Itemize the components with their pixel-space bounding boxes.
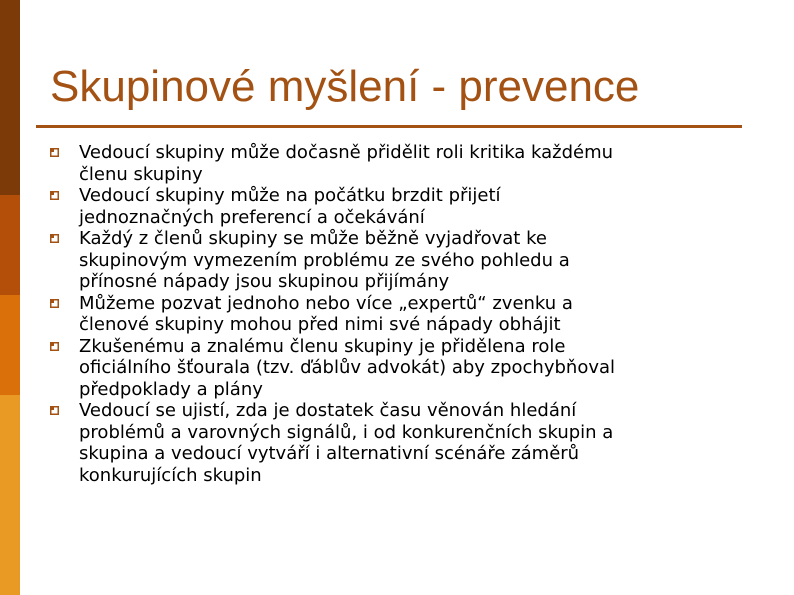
bullet-line: Vedoucí skupiny může na počátku brzdit přijetí [79, 185, 501, 206]
bullet-line: jednoznačných preferencí a očekávání [79, 206, 425, 228]
bullet-line: Každý z členů skupiny se může běžně vyjadřovat ke [79, 228, 547, 249]
bullet-line: předpoklady a plány [79, 378, 263, 400]
sidebar-segment [0, 0, 20, 195]
hollow-square-bullet-icon [50, 342, 59, 351]
bullet-line: přínosné nápady jsou skupinou přijímány [79, 271, 450, 292]
hollow-square-bullet-icon [50, 148, 59, 157]
bullet-item [50, 185, 750, 228]
bullet-line: skupina a vedoucí vytváří i alternativní scénáře záměrů [79, 443, 580, 464]
bullet-line: problémů a varovných signálů, i od konkurenčních skupin a [79, 421, 614, 443]
title-underline [36, 125, 742, 128]
hollow-square-bullet-icon [50, 191, 59, 200]
bullet-line: členu skupiny [79, 163, 203, 185]
hollow-square-bullet-icon [50, 299, 59, 308]
bullet-item [50, 293, 750, 336]
bullet-line: Vedoucí skupiny může dočasně přidělit roli kritika každému [79, 142, 614, 163]
bullet-line: Zkušenému a znalému členu skupiny je přidělena role [79, 335, 566, 357]
bullet-item [50, 142, 750, 185]
slide-title: Skupinové myšlení - prevence [50, 62, 640, 111]
bullet-line: Vedoucí se ujistí, zda je dostatek času věnován hledání [79, 400, 577, 421]
bullet-line: oficiálního šťourala (tzv. ďáblův advokát) aby zpochybňoval [79, 357, 616, 378]
bullet-line: Můžeme pozvat jednoho nebo více „expertů“ zvenku a [79, 292, 573, 314]
bullet-line: skupinovým vymezením problému ze svého pohledu a [79, 249, 570, 271]
sidebar-segment [0, 395, 20, 595]
bullet-item [50, 228, 750, 293]
bullet-line: konkurujících skupin [79, 464, 262, 486]
sidebar-segment [0, 295, 20, 395]
bullet-item [50, 400, 750, 486]
hollow-square-bullet-icon [50, 234, 59, 243]
sidebar-color-bar [0, 0, 20, 595]
bullet-line: členové skupiny mohou před nimi své nápady obhájit [79, 314, 561, 335]
bullet-list [50, 142, 750, 486]
sidebar-segment [0, 195, 20, 295]
hollow-square-bullet-icon [50, 406, 59, 415]
bullet-item [50, 336, 750, 401]
